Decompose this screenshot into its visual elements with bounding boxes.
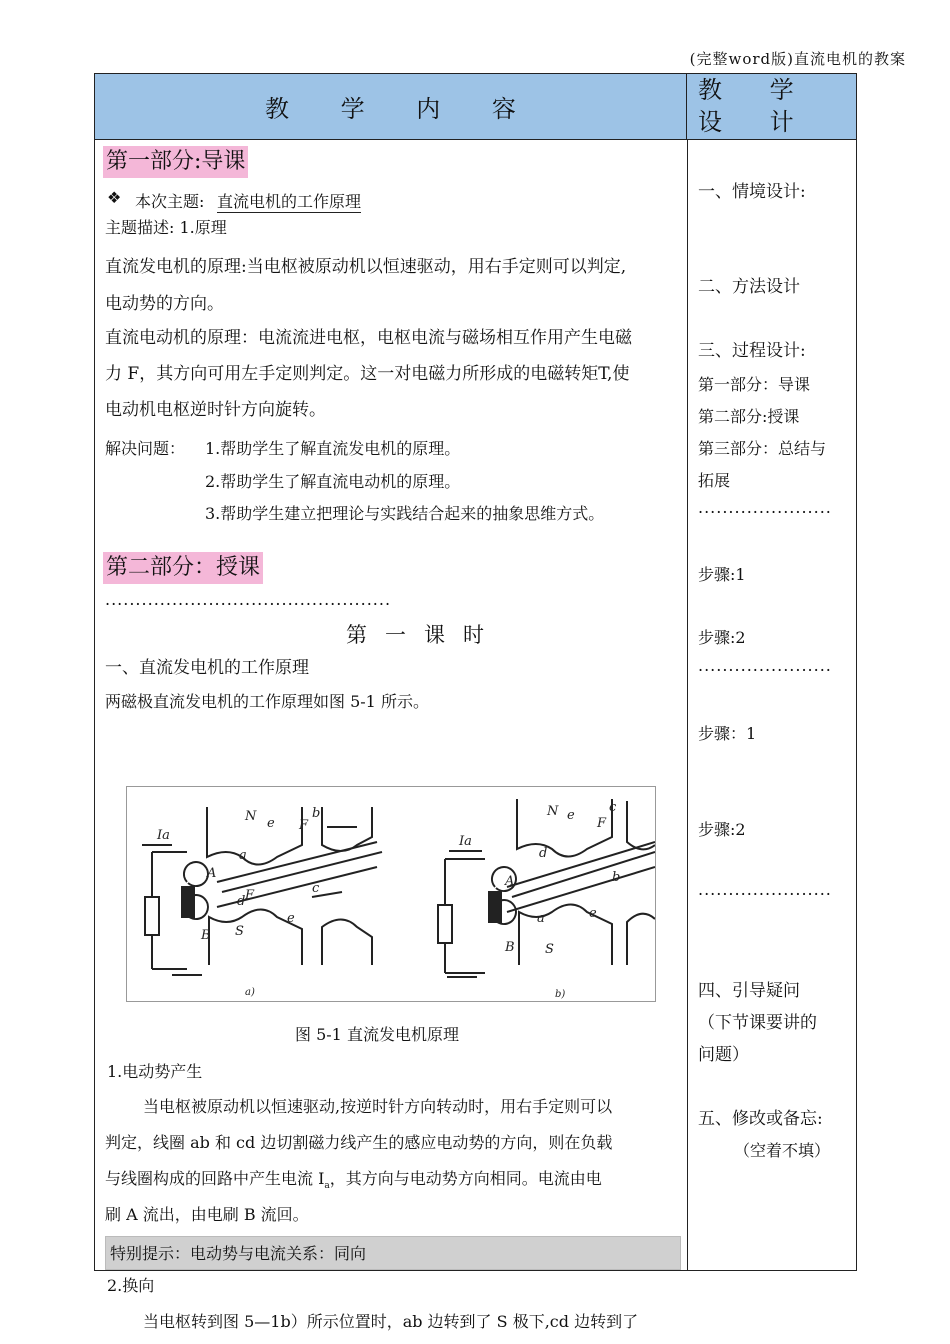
subfig-b-label: b) [555, 989, 566, 1000]
step-label: 步骤:1 [698, 565, 746, 584]
guiding-question-note: （下节课要讲的 [698, 1013, 817, 1033]
solve-item: 2.帮助学生了解直流电动机的原理。 [205, 472, 461, 491]
table-header-row [95, 74, 856, 140]
section-heading: 一、直流发电机的工作原理 [105, 658, 309, 678]
dots-separator: ...................... [698, 656, 832, 675]
process-part3-cont: 拓展 [698, 471, 731, 490]
subheading-emf: 1.电动势产生 [107, 1062, 203, 1081]
emf-line3-rest: ，其方向与电动势方向相同。电流由电 [329, 1169, 602, 1188]
emf-label: e [567, 808, 575, 823]
guiding-question: 四、引导疑问 [698, 981, 800, 1001]
revision-notes: 五、修改或备忘: [698, 1109, 823, 1129]
force-label: F [299, 818, 309, 833]
design-method: 二、方法设计 [698, 277, 800, 297]
dots-separator: ...................... [698, 498, 832, 517]
generator-principle-line: 电动势的方向。 [105, 294, 224, 314]
topic-prefix: 本次主题: [135, 192, 205, 211]
pole-n-label: N [245, 809, 257, 824]
design-process: 三、过程设计: [698, 341, 806, 361]
topic-bullet-icon: ❖ [107, 188, 122, 207]
point-d-label: d [237, 894, 246, 909]
emf-paragraph-line: 判定，线圈 ab 和 cd 边切割磁力线产生的感应电动势的方向，则在负载 [105, 1133, 613, 1152]
point-c-label: c [312, 881, 320, 896]
solve-item: 3.帮助学生建立把理论与实践结合起来的抽象思维方式。 [205, 504, 605, 523]
emf-label: e [267, 816, 275, 831]
pole-s-label: S [235, 924, 244, 939]
topic-description: 主题描述: 1.原理 [105, 218, 227, 237]
process-part2: 第二部分:授课 [698, 407, 800, 426]
process-part1: 第一部分：导课 [698, 375, 811, 394]
pole-s-label: S [545, 942, 554, 957]
point-c-label: c [609, 800, 617, 815]
topic-title: 直流电机的工作原理 [217, 189, 361, 213]
subfig-a-label: a) [245, 987, 255, 998]
special-tip-box [105, 1236, 681, 1270]
solve-item: 1.帮助学生了解直流发电机的原理。 [205, 439, 461, 458]
emf-paragraph-line [105, 1166, 602, 1191]
design-column-header: 教 学 设 计 [698, 76, 814, 136]
point-b-label: b [612, 870, 621, 885]
force-label: F [597, 816, 607, 831]
emf-paragraph-line: 当电枢被原动机以恒速驱动,按逆时针方向转动时，用右手定则可以 [143, 1097, 613, 1116]
dots-separator: ............................................... [105, 590, 392, 609]
current-label: Ia [459, 834, 472, 849]
generator-figure [126, 786, 656, 1002]
motor-principle-line: 直流电动机的原理：电流流进电枢，电枢电流与磁场相互作用产生电磁 [105, 328, 632, 348]
emf-paragraph-line: 刷 A 流出，由电刷 B 流回。 [105, 1205, 309, 1224]
current-label: Ia [157, 828, 170, 843]
design-situation: 一、情境设计: [698, 182, 806, 202]
force-label: F [245, 888, 255, 903]
content-column-header: 教 学 内 容 [95, 74, 687, 139]
point-a-label: a [537, 911, 545, 926]
motor-principle-line: 电动机电枢逆时针方向旋转。 [105, 400, 326, 420]
brush-b-label: B [201, 928, 211, 943]
current-subscript: a [324, 1181, 330, 1192]
brush-a-label: A [505, 874, 515, 889]
part1-title: 第一部分:导课 [103, 146, 248, 178]
column-divider [687, 139, 688, 1270]
point-a-label: a [239, 848, 247, 863]
lesson-table [94, 73, 857, 1331]
figure-intro: 两磁极直流发电机的工作原理如图 5-1 所示。 [105, 692, 429, 711]
point-b-label: b [312, 806, 321, 821]
brush-b-label: B [505, 940, 515, 955]
step-label: 步骤:2 [698, 628, 746, 647]
revision-placeholder: （空着不填） [734, 1141, 831, 1160]
emf-label: e [287, 911, 295, 926]
dots-separator: ...................... [698, 880, 832, 899]
page-header: (完整word版)直流电机的教案 [689, 50, 906, 68]
point-d-label: d [539, 846, 548, 861]
generator-diagram [127, 787, 655, 1001]
brush-a-label: A [207, 866, 217, 881]
step-label: 步骤：1 [698, 724, 757, 743]
figure-caption: 图 5-1 直流发电机原理 [295, 1025, 459, 1044]
subheading-commutation: 2.换向 [107, 1276, 155, 1295]
guiding-question-note: 问题） [698, 1045, 749, 1065]
lesson-title: 第一课时 [346, 623, 502, 647]
part2-title: 第二部分：授课 [103, 552, 263, 584]
process-part3: 第三部分：总结与 [698, 439, 827, 458]
solve-label: 解决问题： [105, 439, 186, 458]
commutation-paragraph-line: 当电枢转到图 5—1b）所示位置时，ab 边转到了 S 极下,cd 边转到了 [143, 1312, 639, 1331]
motor-principle-line: 力 F，其方向可用左手定则判定。这一对电磁力所形成的电磁转矩T,使 [105, 364, 630, 384]
emf-label: e [589, 906, 597, 921]
emf-line3-start: 与线圈构成的回路中产生电流 I [105, 1169, 325, 1188]
pole-n-label: N [547, 804, 559, 819]
special-tip-text: 特别提示：电动势与电流关系：同向 [110, 1244, 367, 1263]
step-label: 步骤:2 [698, 820, 746, 839]
generator-principle-line: 直流发电机的原理:当电枢被原动机以恒速驱动，用右手定则可以判定, [105, 257, 627, 277]
